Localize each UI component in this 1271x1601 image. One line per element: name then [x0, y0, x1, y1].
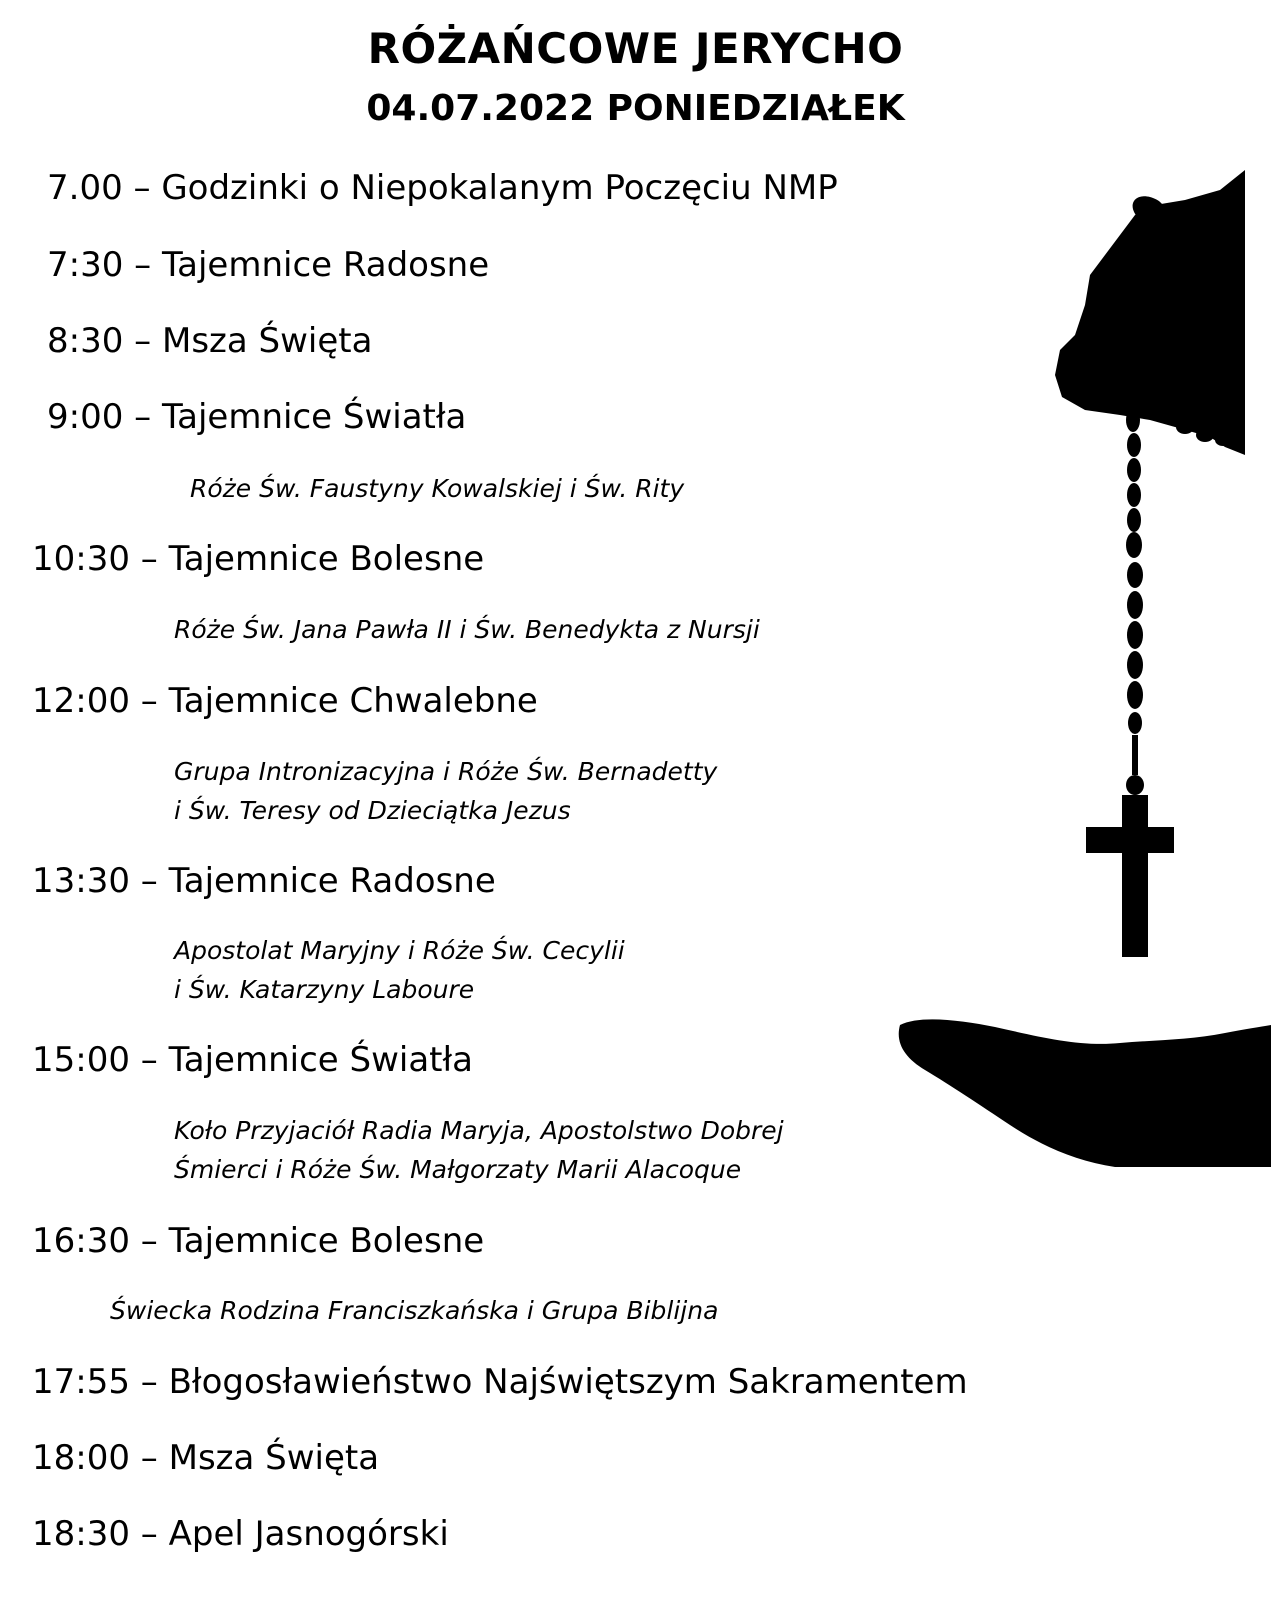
- schedule-time: 7.00: [47, 168, 123, 208]
- schedule-item: [32, 1438, 380, 1478]
- schedule-item: [32, 539, 485, 579]
- schedule-name: Godzinki o Niepokalanym Poczęciu NMP: [161, 168, 838, 208]
- schedule-name: Tajemnice Radosne: [161, 245, 490, 285]
- schedule-item: [32, 681, 538, 721]
- schedule-name: Tajemnice Światła: [168, 1040, 473, 1080]
- schedule-item: [32, 861, 496, 901]
- schedule-time: 7:30: [47, 245, 124, 285]
- schedule-note: [174, 1111, 784, 1189]
- schedule-separator: –: [133, 168, 151, 208]
- schedule-separator: –: [140, 539, 158, 579]
- page-date: 04.07.2022 PONIEDZIAŁEK: [366, 88, 905, 129]
- page-title: RÓŻAŃCOWE JERYCHO: [367, 24, 904, 73]
- note-line: Grupa Intronizacyjna i Róże Św. Bernadetty: [174, 757, 718, 786]
- schedule-name: Tajemnice Bolesne: [168, 539, 485, 579]
- cross-icon: [1086, 795, 1174, 957]
- schedule-name: Tajemnice Bolesne: [168, 1221, 485, 1261]
- schedule-item: [32, 1040, 473, 1080]
- schedule-separator: –: [140, 1438, 158, 1478]
- schedule-separator: –: [140, 1040, 158, 1080]
- schedule-time: 16:30: [32, 1221, 130, 1261]
- note-line: Apostolat Maryjny i Róże Św. Cecylii: [174, 936, 625, 965]
- schedule-item: [32, 1221, 485, 1261]
- note-line: i Św. Teresy od Dzieciątka Jezus: [174, 796, 571, 825]
- schedule-name: Msza Święta: [168, 1438, 380, 1478]
- schedule-name: Błogosławieństwo Najświętszym Sakramentem: [168, 1362, 968, 1402]
- schedule-item: [47, 397, 467, 437]
- schedule-time: 12:00: [32, 681, 130, 721]
- schedule-separator: –: [140, 1514, 158, 1554]
- note-line: i Św. Katarzyny Laboure: [174, 975, 475, 1004]
- schedule-name: Msza Święta: [161, 321, 373, 361]
- schedule-time: 17:55: [32, 1362, 130, 1402]
- schedule-time: 8:30: [47, 321, 124, 361]
- schedule-separator: –: [140, 1221, 158, 1261]
- note-line: Świecka Rodzina Franciszkańska i Grupa Biblijna: [110, 1296, 719, 1325]
- schedule-note: [110, 1291, 718, 1330]
- schedule-time: 10:30: [32, 539, 130, 579]
- schedule-separator: –: [140, 681, 158, 721]
- upper-hand-silhouette: [1055, 170, 1245, 455]
- schedule-name: Tajemnice Światła: [161, 397, 467, 437]
- schedule-separator: –: [134, 321, 152, 361]
- schedule-item: [47, 245, 490, 285]
- rosary-hands-illustration: [880, 165, 1271, 1175]
- lower-hand-silhouette: [899, 1019, 1271, 1167]
- note-line: Śmierci i Róże Św. Małgorzaty Marii Alacoque: [174, 1155, 742, 1184]
- schedule-note: [174, 752, 717, 830]
- schedule-note: [190, 469, 684, 508]
- schedule-name: Tajemnice Chwalebne: [168, 681, 538, 721]
- schedule-item: [32, 1514, 449, 1554]
- schedule-name: Apel Jasnogórski: [168, 1514, 449, 1554]
- schedule-separator: –: [140, 1362, 158, 1402]
- schedule-time: 15:00: [32, 1040, 130, 1080]
- schedule-note: [174, 610, 760, 649]
- note-line: Róże Św. Faustyny Kowalskiej i Św. Rity: [190, 474, 685, 503]
- note-line: Róże Św. Jana Pawła II i Św. Benedykta z Nursji: [174, 615, 760, 644]
- schedule-separator: –: [134, 245, 152, 285]
- schedule-separator: –: [134, 397, 152, 437]
- schedule-item: [32, 1362, 968, 1402]
- rosary-beads: [1126, 408, 1231, 795]
- schedule-name: Tajemnice Radosne: [168, 861, 496, 901]
- schedule-item: [47, 321, 373, 361]
- schedule-time: 13:30: [32, 861, 130, 901]
- note-line: Koło Przyjaciół Radia Maryja, Apostolstwo Dobrej: [174, 1116, 784, 1145]
- schedule-note: [174, 931, 625, 1009]
- schedule-time: 18:00: [32, 1438, 130, 1478]
- schedule-time: 18:30: [32, 1514, 130, 1554]
- schedule-separator: –: [140, 861, 158, 901]
- schedule-item: [47, 168, 838, 208]
- schedule-time: 9:00: [47, 397, 124, 437]
